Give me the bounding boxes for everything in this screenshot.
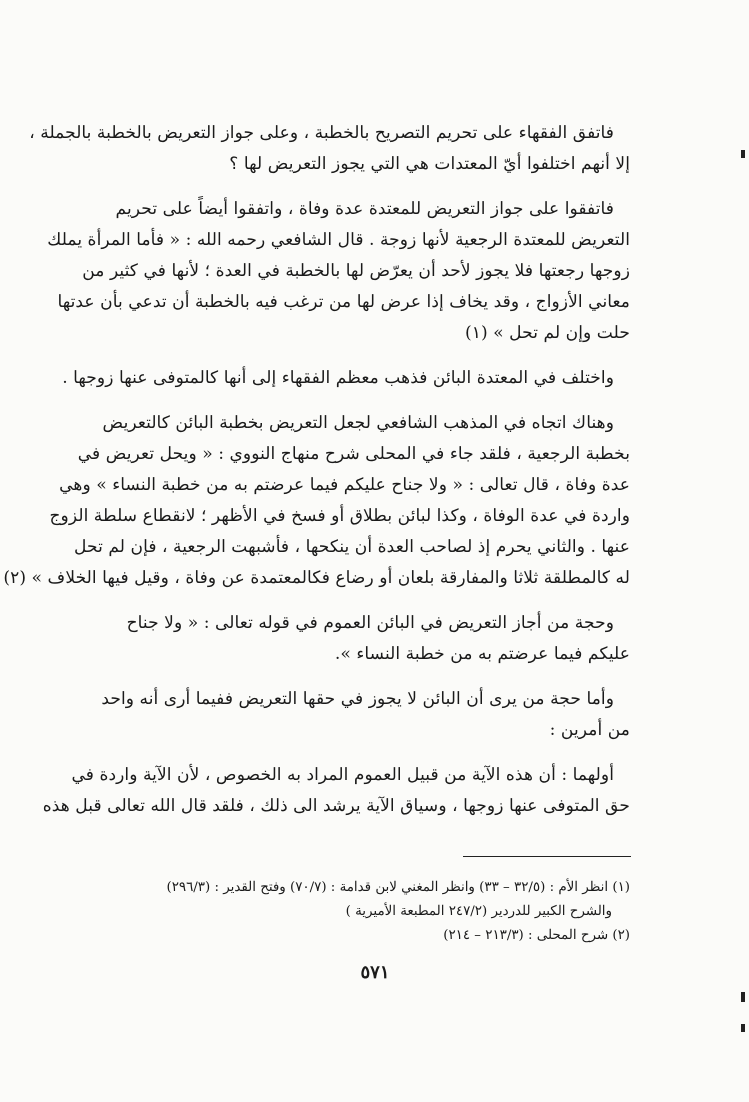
text-line: حلت وإن لم تحل » (١) (465, 323, 630, 343)
margin-mark-middle (741, 992, 745, 1002)
page-number: ٥٧١ (360, 962, 390, 983)
footnote-separator (463, 856, 631, 857)
text-line: وهناك اتجاه في المذهب الشافعي لجعل التعريض بخطبة البائن كالتعريض (102, 413, 614, 433)
text-line: عدة وفاة ، قال تعالى : « ولا جناح عليكم فيما عرضتم به من خطبة النساء » وهي (59, 475, 630, 495)
text-line: إلا أنهم اختلفوا أيّ المعتدات هي التي يجوز التعريض لها ؟ (229, 154, 630, 174)
text-line: التعريض للمعتدة الرجعية لأنها زوجة . قال الشافعي رحمه الله : « فأما المرأة يملك (47, 230, 630, 250)
text-line: واردة في عدة الوفاة ، وكذا لبائن بطلاق أو فسخ في الأظهر ؛ لانقطاع سلطة الزوج (49, 506, 630, 526)
text-line: فاتفقوا على جواز التعريض للمعتدة عدة وفاة ، واتفقوا أيضاً على تحريم (115, 199, 614, 219)
text-line: حق المتوفى عنها زوجها ، وسياق الآية يرشد الى ذلك ، فلقد قال الله تعالى قبل هذه (42, 796, 630, 816)
paragraph-3 (62, 363, 630, 394)
text-line: معاني الأزواج ، وقد يخاف إذا عرض لها من ترغب فيه بالخطبة أن تدعي بأن عدتها (57, 292, 630, 312)
footnote-1-continuation: والشرح الكبير للدردير (٢٤٧/٢ المطبعة الأميرية ) (345, 904, 612, 919)
paragraph-1 (29, 118, 630, 180)
footnote-2: (٢) شرح المحلى : (٢١٣/٣ – ٢١٤) (443, 928, 630, 943)
text-line: أولهما : أن هذه الآية من قبيل العموم المراد به الخصوص ، لأن الآية واردة في (71, 765, 614, 785)
text-line: من أمرين : (549, 720, 630, 740)
margin-mark-top (741, 150, 745, 158)
paragraph-7 (42, 760, 630, 822)
main-text (3, 118, 630, 836)
text-line: له كالمطلقة ثلاثا والمفارقة بلعان أو رضاع فكالمعتمدة عن وفاة ، وقيل فيها الخلاف » (٢) (3, 568, 630, 588)
paragraph-6 (101, 684, 630, 746)
paragraph-4 (3, 408, 630, 594)
text-line: عليكم فيما عرضتم به من خطبة النساء ». (334, 644, 630, 664)
text-line: عنها . والثاني يحرم إذ لصاحب العدة أن ينكحها ، فأشبهت الرجعية ، فإن لم تحل (73, 537, 630, 557)
footnotes (118, 876, 630, 948)
paragraph-5 (118, 608, 630, 670)
footnote-1: (١) انظر الأم : (٣٢/٥ – ٣٣) وانظر المغني لابن قدامة : (٧٠/٧) وفتح القدير : (٢٩٦/٣) (166, 880, 630, 895)
margin-mark-bottom (741, 1024, 745, 1032)
text-line: بخطبة الرجعية ، فلقد جاء في المحلى شرح منهاج النووي : « ويحل تعريض في (77, 444, 630, 464)
text-line: فاتفق الفقهاء على تحريم التصريح بالخطبة ، وعلى جواز التعريض بالخطبة بالجملة ، (29, 123, 614, 143)
text-line: وأما حجة من يرى أن البائن لا يجوز في حقها التعريض ففيما أرى أنه واحد (101, 689, 614, 709)
text-line: واختلف في المعتدة البائن فذهب معظم الفقهاء إلى أنها كالمتوفى عنها زوجها . (62, 368, 614, 388)
paragraph-2 (47, 194, 630, 349)
text-line: وحجة من أجاز التعريض في البائن العموم في قوله تعالى : « ولا جناح (126, 613, 614, 633)
text-line: زوجها رجعتها فلا يجوز لأحد أن يعرّض لها بالخطبة في العدة ؛ لأنها في كثير من (82, 261, 630, 281)
